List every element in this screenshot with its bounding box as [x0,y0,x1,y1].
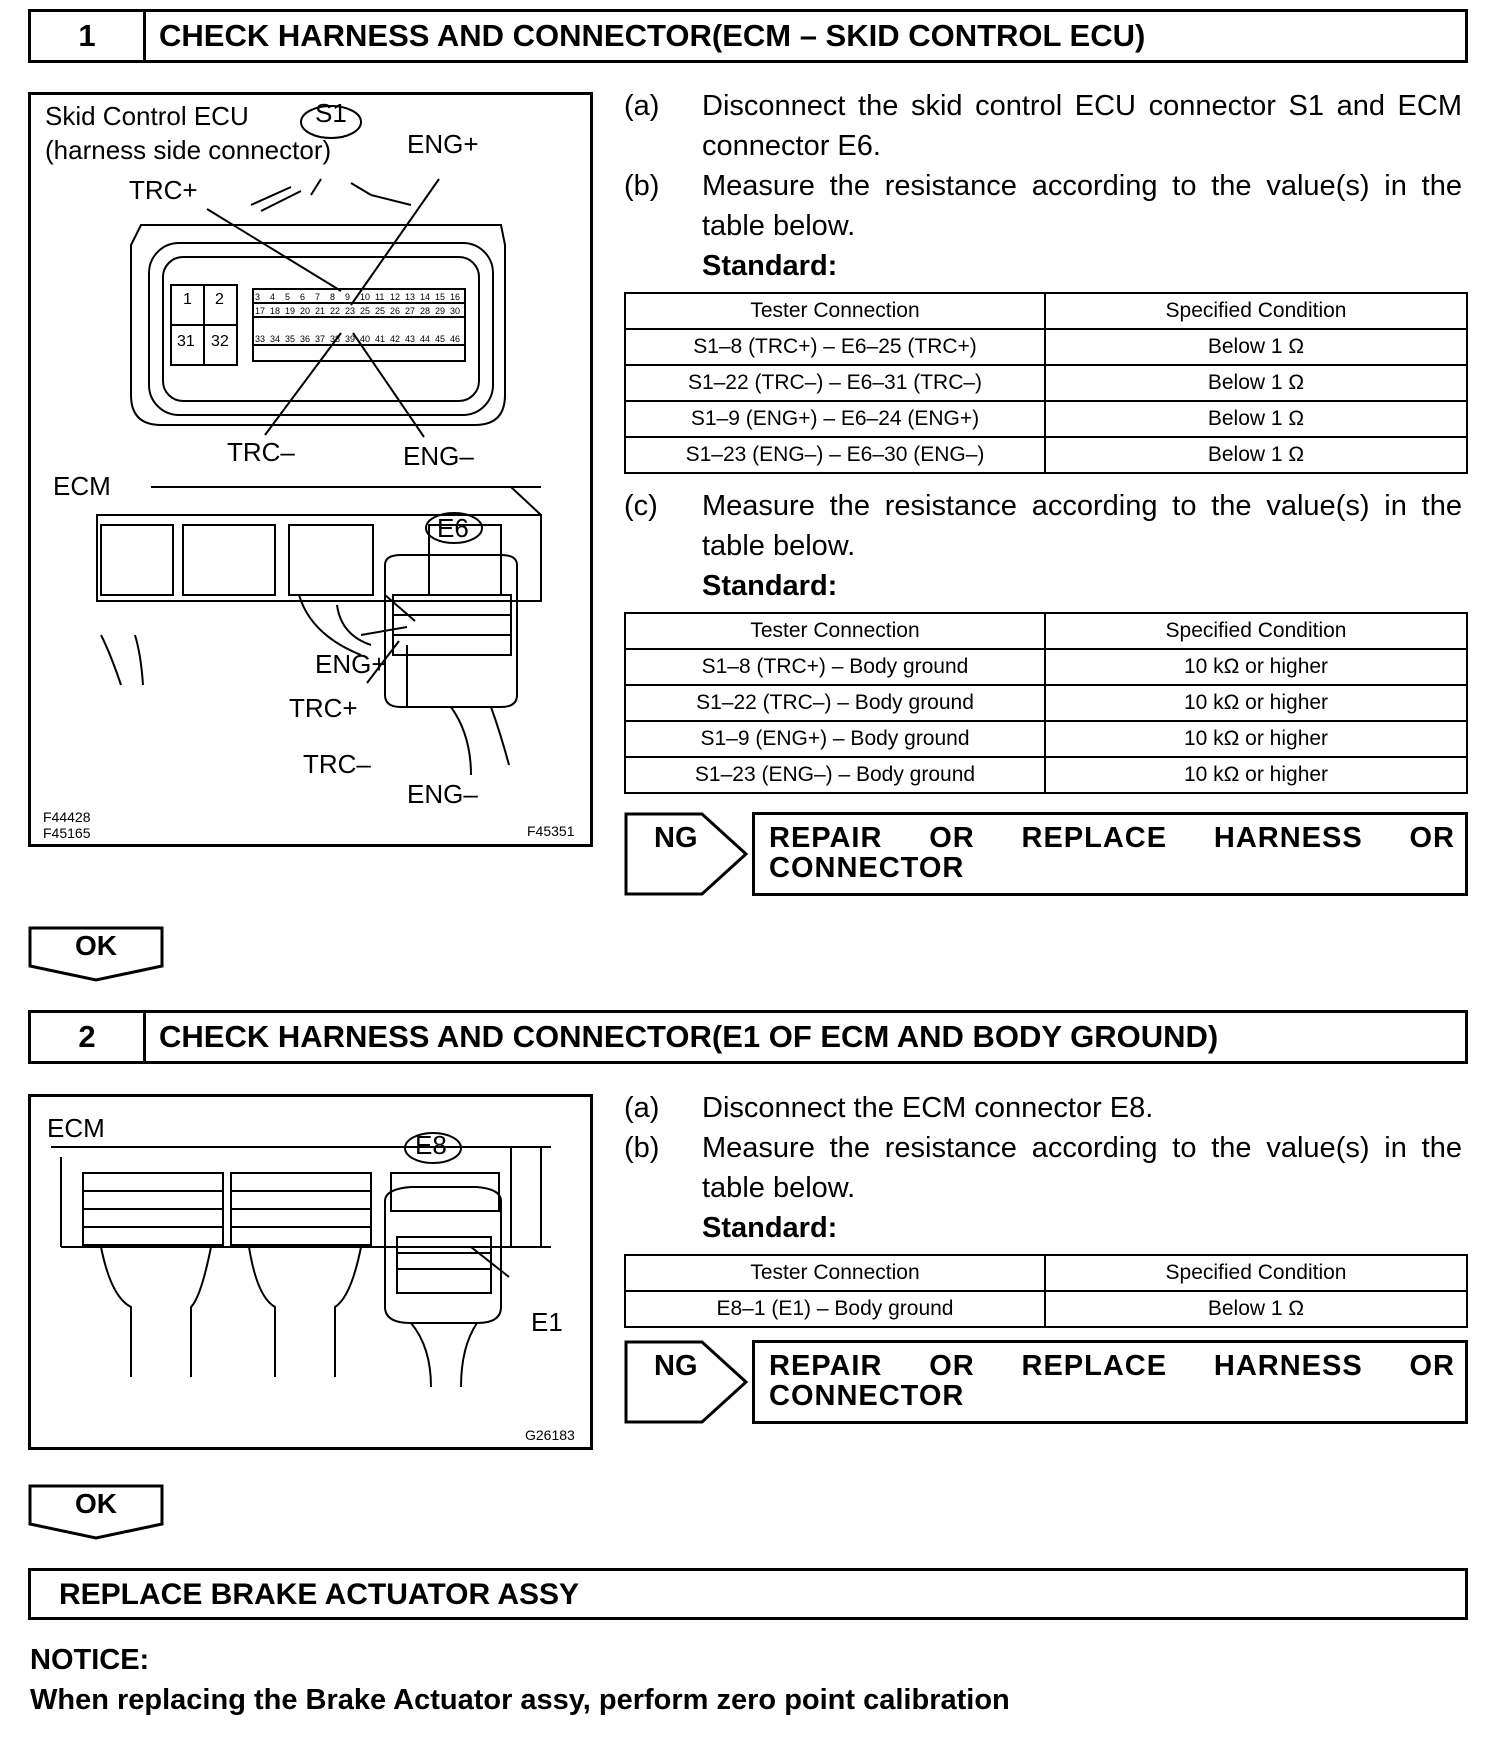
pin-31: 31 [177,333,195,350]
table-row [625,401,1467,437]
step1-figure [28,92,593,847]
pin-1: 1 [183,291,192,308]
ng-word: REPAIR [769,822,883,854]
e1-label: E1 [531,1307,563,1337]
eng-plus-label: ENG+ [407,129,479,159]
step2-ng-result[interactable] [624,1340,1468,1424]
table-cell: Below 1 Ω [1045,437,1467,473]
s1-pin-number: 41 [375,334,386,344]
table-row [625,757,1467,793]
ng-word: OR [1409,822,1455,854]
s1-pin-number: 14 [420,292,431,302]
final-action-box [28,1568,1468,1620]
step1-table-2 [624,612,1468,794]
ng-word: REPLACE [1021,1350,1168,1382]
s1-pin-number: 29 [435,306,446,316]
s1-pin-number: 25 [375,306,386,316]
table-header-row [625,1255,1467,1291]
ng-label: NG [654,822,698,854]
step2-table [624,1254,1468,1328]
e6-eng-minus-label: ENG– [407,779,478,809]
trc-plus-label: TRC+ [129,175,198,205]
ng-word: OR [1409,1350,1455,1382]
table-cell: S1–8 (TRC+) – Body ground [625,649,1045,685]
s1-pin-number: 6 [300,292,306,302]
s1-pin-number: 43 [405,334,416,344]
step1-number: 1 [31,12,146,60]
step2-title: CHECK HARNESS AND CONNECTOR(E1 OF ECM AND BODY GROUND) [159,1019,1219,1054]
table-cell: E8–1 (E1) – Body ground [625,1291,1045,1327]
s1-pin-number: 36 [300,334,311,344]
instruction-label: (b) [624,1132,660,1164]
s1-pin-number: 28 [420,306,431,316]
ng-word: REPLACE [1021,822,1168,854]
step1-diagram [31,95,590,844]
table-cell: 10 kΩ or higher [1045,649,1467,685]
step1-standard-label-2: Standard: [702,570,838,602]
table-row [625,649,1467,685]
instruction-label: (a) [624,1092,660,1124]
step2-header [28,1010,1468,1064]
pin-32: 32 [211,333,229,350]
s1-pin-number: 17 [255,306,266,316]
table-cell: 10 kΩ or higher [1045,721,1467,757]
s1-pin-number: 3 [255,292,261,302]
step1-instruction-a [624,86,1468,166]
table-row [625,365,1467,401]
s1-pin-number: 38 [330,334,341,344]
table-header-row [625,613,1467,649]
s1-pin-number: 46 [450,334,461,344]
s1-pin-number: 23 [345,306,356,316]
figure-code-2: F45165 [43,825,91,841]
s1-pin-number: 40 [360,334,371,344]
ng-word: OR [929,1350,975,1382]
table-row [625,437,1467,473]
s1-pin-number: 45 [435,334,446,344]
table-cell: S1–23 (ENG–) – E6–30 (ENG–) [625,437,1045,473]
s1-pin-number: 5 [285,292,291,302]
s1-pin-number: 35 [285,334,296,344]
s1-pin-number: 21 [315,306,326,316]
e6-trc-plus-label: TRC+ [289,693,358,723]
step2-instruction-a [624,1088,1468,1128]
ng-action [752,812,1468,896]
s1-pin-number: 16 [450,292,461,302]
ng-word: HARNESS [1213,822,1363,854]
table-row [625,685,1467,721]
step2-number: 2 [31,1013,146,1061]
step2-diagram [31,1097,590,1447]
table-header-row [625,293,1467,329]
table-cell: 10 kΩ or higher [1045,757,1467,793]
step2-figure [28,1094,593,1450]
s1-pin-number: 42 [390,334,401,344]
table-header: Specified Condition [1045,1255,1467,1291]
table-cell: 10 kΩ or higher [1045,685,1467,721]
step1-standard-label-1: Standard: [702,250,838,282]
e6-label: E6 [437,513,469,543]
step1-header [28,9,1468,63]
s1-pin-number: 10 [360,292,371,302]
s1-pin-number: 25 [360,306,371,316]
e8-label: E8 [415,1130,447,1160]
s1-pin-number: 20 [300,306,311,316]
ng-action-line2: CONNECTOR [769,852,965,884]
s1-pin-number: 9 [345,292,351,302]
s1-pin-number: 44 [420,334,431,344]
table-cell: S1–8 (TRC+) – E6–25 (TRC+) [625,329,1045,365]
table-cell: S1–23 (ENG–) – Body ground [625,757,1045,793]
instruction-text: Disconnect the ECM connector E8. [702,1092,1154,1124]
step2-instruction-b [624,1128,1468,1208]
s1-pin-number: 11 [375,292,385,302]
table-cell: S1–22 (TRC–) – E6–31 (TRC–) [625,365,1045,401]
harness-side-label: (harness side connector) [45,135,332,165]
s1-pin-number: 19 [285,306,296,316]
ecm-label: ECM [53,471,111,501]
table-header: Tester Connection [625,293,1045,329]
step1-ok-result[interactable] [28,926,164,982]
instruction-label: (c) [624,490,658,522]
table-header: Specified Condition [1045,293,1467,329]
table-row [625,1291,1467,1327]
ok-label: OK [75,1488,117,1519]
figure-code: G26183 [525,1427,575,1443]
s1-pin-number: 39 [345,334,356,344]
e6-trc-minus-label: TRC– [303,749,371,779]
ecm-label: ECM [47,1113,105,1143]
e6-eng-plus-label: ENG+ [315,649,387,679]
notice-label: NOTICE: [30,1644,150,1676]
s1-pin-number: 7 [315,292,321,302]
s1-pin-number: 30 [450,306,461,316]
ng-word: REPAIR [769,1350,883,1382]
s1-pin-number: 33 [255,334,266,344]
step1-table-1 [624,292,1468,474]
instruction-text: Disconnect the skid control ECU connector S1 and ECM connector E6. [702,90,1462,162]
skid-ecu-label: Skid Control ECU [45,101,249,131]
notice-text: When replacing the Brake Actuator assy, perform zero point calibration [30,1684,1010,1716]
table-cell: Below 1 Ω [1045,365,1467,401]
s1-pin-number: 18 [270,306,281,316]
table-header: Tester Connection [625,1255,1045,1291]
step1-instruction-b [624,166,1468,246]
step1-instruction-c [624,486,1468,566]
step1-title: CHECK HARNESS AND CONNECTOR(ECM – SKID CONTROL ECU) [159,18,1146,53]
ng-action-line1 [769,823,1455,853]
ng-word: OR [929,822,975,854]
ng-action [752,1340,1468,1424]
s1-pin-number: 27 [405,306,416,316]
ng-action-line1 [769,1351,1455,1381]
s1-pin-number: 15 [435,292,446,302]
table-header: Tester Connection [625,613,1045,649]
step2-ok-result[interactable] [28,1484,164,1540]
instruction-text: Measure the resistance according to the value(s) in the table below. [702,170,1462,242]
step1-ng-result[interactable] [624,812,1468,896]
table-cell: Below 1 Ω [1045,401,1467,437]
instruction-text: Measure the resistance according to the value(s) in the table below. [702,1132,1462,1204]
final-action-title: REPLACE BRAKE ACTUATOR ASSY [59,1578,580,1611]
instruction-text: Measure the resistance according to the value(s) in the table below. [702,490,1462,562]
figure-code-3: F45351 [527,823,575,839]
step2-standard-label: Standard: [702,1212,838,1244]
instruction-label: (a) [624,90,660,122]
s1-label: S1 [315,98,347,128]
table-cell: S1–9 (ENG+) – E6–24 (ENG+) [625,401,1045,437]
s1-pin-number: 22 [330,306,341,316]
s1-pin-number: 13 [405,292,416,302]
s1-pin-number: 26 [390,306,401,316]
s1-pin-number: 37 [315,334,326,344]
ng-label: NG [654,1350,698,1382]
eng-minus-label: ENG– [403,441,474,471]
table-cell: S1–9 (ENG+) – Body ground [625,721,1045,757]
s1-pin-number: 4 [270,292,276,302]
s1-pin-number: 34 [270,334,281,344]
ng-action-line2: CONNECTOR [769,1380,965,1412]
figure-code-1: F44428 [43,809,91,825]
s1-pin-number: 12 [390,292,401,302]
s1-pin-number: 8 [330,292,336,302]
instruction-label: (b) [624,170,660,202]
pin-2: 2 [215,291,224,308]
ng-word: HARNESS [1213,1350,1363,1382]
table-cell: S1–22 (TRC–) – Body ground [625,685,1045,721]
table-row [625,329,1467,365]
table-cell: Below 1 Ω [1045,329,1467,365]
table-header: Specified Condition [1045,613,1467,649]
trc-minus-label: TRC– [227,437,295,467]
table-cell: Below 1 Ω [1045,1291,1467,1327]
table-row [625,721,1467,757]
ok-label: OK [75,930,117,961]
